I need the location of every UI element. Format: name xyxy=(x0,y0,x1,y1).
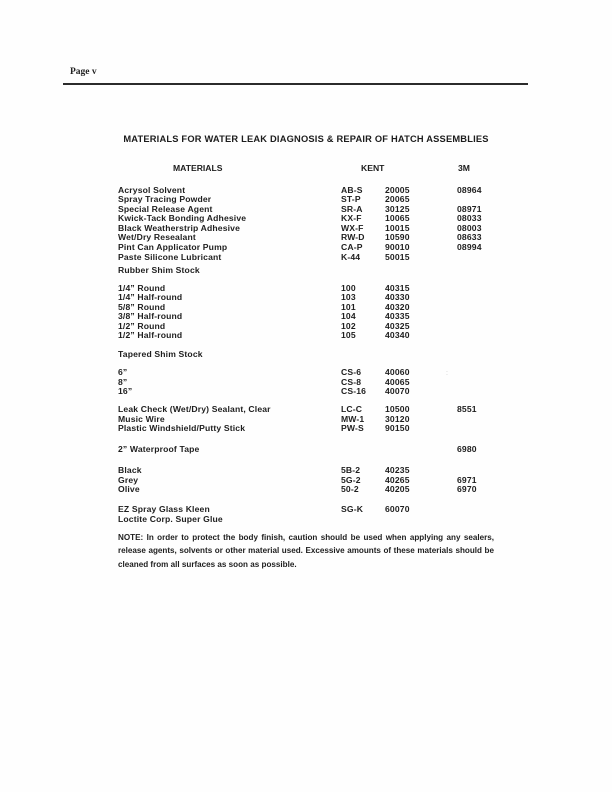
cell-material: Plastic Windshield/Putty Stick xyxy=(118,423,246,434)
cell-kent-number: 40325 xyxy=(385,320,410,331)
cell-3m-number: 8551 xyxy=(457,404,477,414)
cell-kent-number: 30120 xyxy=(385,413,410,424)
cell-material: 5/8” Round xyxy=(118,301,166,312)
cell-kent-code: KX-F xyxy=(341,213,362,224)
cell-3m-number: 6970 xyxy=(457,484,477,495)
table-row xyxy=(118,253,538,263)
cell-kent-number: 20005 xyxy=(385,184,410,195)
cell-kent-number: 90010 xyxy=(385,242,410,253)
cell-3m-number: 08971 xyxy=(457,203,482,214)
cell-kent-number: 40070 xyxy=(385,386,410,397)
table-row-group xyxy=(118,368,538,397)
cell-kent-number: 30125 xyxy=(385,203,410,214)
header-rule xyxy=(63,83,528,85)
cell-kent-code: 105 xyxy=(341,330,356,341)
cell-kent-number: 50015 xyxy=(385,251,410,262)
cell-kent-number: 40265 xyxy=(385,474,410,485)
cell-material: 6” xyxy=(118,367,128,377)
table-row xyxy=(118,485,538,495)
table-row-group xyxy=(118,186,538,263)
note-line: cleaned from all surfaces as soon as possible. xyxy=(118,559,297,569)
cell-material: 1/4” Half-round xyxy=(118,292,183,303)
cell-kent-code: 103 xyxy=(341,292,356,303)
column-header-3m: 3M xyxy=(458,163,470,173)
cell-material: 8” xyxy=(118,376,128,387)
scan-artifact: : xyxy=(446,370,448,377)
cell-kent-number: 10590 xyxy=(385,232,410,243)
cell-kent-code: SG-K xyxy=(341,504,364,514)
table-row xyxy=(118,424,538,434)
cell-material: 3/8” Half-round xyxy=(118,311,183,322)
note-paragraph xyxy=(118,531,494,571)
cell-kent-code: CS-16 xyxy=(341,386,367,397)
cell-material: Wet/Dry Resealant xyxy=(118,232,196,243)
table-row xyxy=(118,368,538,378)
cell-kent-number: 40330 xyxy=(385,292,410,303)
cell-3m-number: 08003 xyxy=(457,222,482,233)
cell-kent-number: 40315 xyxy=(385,282,410,293)
table-row xyxy=(118,387,538,397)
cell-kent-code: 101 xyxy=(341,301,356,312)
cell-kent-code: K-44 xyxy=(341,251,361,262)
cell-kent-code: AB-S xyxy=(341,184,363,195)
cell-kent-code: WX-F xyxy=(341,222,364,233)
section-heading: Tapered Shim Stock xyxy=(118,348,203,359)
cell-kent-number: 20065 xyxy=(385,194,410,205)
cell-material: Pint Can Applicator Pump xyxy=(118,242,228,253)
cell-kent-code: 5G-2 xyxy=(341,474,361,485)
cell-kent-code: MW-1 xyxy=(341,413,365,424)
cell-kent-number: 10015 xyxy=(385,222,410,233)
cell-kent-number: 90150 xyxy=(385,423,410,434)
table-row-group xyxy=(118,405,538,434)
note-line: release agents, solvents or other material used. Excessive amounts of these materials should be xyxy=(118,546,494,556)
cell-material: Leak Check (Wet/Dry) Sealant, Clear xyxy=(118,404,271,414)
table-row xyxy=(118,378,538,388)
cell-kent-number: 40335 xyxy=(385,311,410,322)
column-header-kent: KENT xyxy=(361,163,385,173)
table-row xyxy=(118,312,538,322)
cell-material: 2” Waterproof Tape xyxy=(118,443,200,454)
table-row xyxy=(118,445,538,455)
cell-material: Acrysol Solvent xyxy=(118,184,186,195)
cell-material: 1/2” Round xyxy=(118,320,166,331)
cell-material: Kwick-Tack Bonding Adhesive xyxy=(118,213,247,224)
cell-kent-number: 40235 xyxy=(385,465,410,475)
cell-material: Paste Silicone Lubricant xyxy=(118,251,222,262)
cell-kent-number: 40065 xyxy=(385,376,410,387)
cell-material: 1/2” Half-round xyxy=(118,330,183,341)
cell-kent-number: 40060 xyxy=(385,367,410,377)
cell-material: 1/4” Round xyxy=(118,282,166,293)
table-row xyxy=(118,331,538,341)
cell-material: Black xyxy=(118,465,142,475)
table-row xyxy=(118,515,538,525)
cell-kent-number: 10500 xyxy=(385,404,410,414)
cell-material: Special Release Agent xyxy=(118,203,213,214)
cell-3m-number: 6980 xyxy=(457,443,477,454)
cell-material: Music Wire xyxy=(118,413,165,424)
table-row xyxy=(118,405,538,415)
cell-3m-number: 08964 xyxy=(457,184,482,195)
cell-kent-code: ST-P xyxy=(341,194,361,205)
cell-kent-code: CS-8 xyxy=(341,376,362,387)
cell-material: 16” xyxy=(118,386,133,397)
document-title: MATERIALS FOR WATER LEAK DIAGNOSIS & REPAIR OF HATCH ASSEMBLIES xyxy=(123,134,489,144)
table-row-group xyxy=(118,445,538,455)
cell-kent-code: RW-D xyxy=(341,232,365,243)
cell-kent-code: PW-S xyxy=(341,423,364,434)
cell-kent-number: 40320 xyxy=(385,301,410,312)
cell-3m-number: 08033 xyxy=(457,213,482,224)
cell-material: Black Weatherstrip Adhesive xyxy=(118,222,241,233)
cell-material: Olive xyxy=(118,484,140,495)
cell-kent-code: 102 xyxy=(341,320,356,331)
cell-kent-number: 60070 xyxy=(385,504,410,514)
table-row-group xyxy=(118,466,538,495)
cell-kent-code: CA-P xyxy=(341,242,363,253)
cell-material: EZ Spray Glass Kleen xyxy=(118,504,210,514)
cell-kent-code: 100 xyxy=(341,282,356,293)
cell-kent-number: 40205 xyxy=(385,484,410,495)
cell-3m-number: 08994 xyxy=(457,242,482,253)
cell-kent-code: CS-6 xyxy=(341,367,362,377)
page-number-label: Page v xyxy=(70,67,97,77)
cell-material: Grey xyxy=(118,474,139,485)
table-column-headers xyxy=(0,163,612,174)
section-heading: Rubber Shim Stock xyxy=(118,265,200,275)
table-row-group xyxy=(118,505,538,524)
cell-kent-number: 10065 xyxy=(385,213,410,224)
cell-3m-number: 08633 xyxy=(457,232,482,243)
table-row xyxy=(118,293,538,303)
cell-material: Loctite Corp. Super Glue xyxy=(118,513,223,524)
cell-kent-code: LC-C xyxy=(341,404,363,414)
cell-3m-number: 6971 xyxy=(457,474,477,485)
cell-kent-code: SR-A xyxy=(341,203,363,214)
table-row-group xyxy=(118,284,538,342)
cell-kent-code: 50-2 xyxy=(341,484,359,495)
cell-kent-number: 40340 xyxy=(385,330,410,341)
cell-kent-code: 5B-2 xyxy=(341,465,361,475)
note-line: NOTE: In order to protect the body finish, caution should be used when applying any sealers, xyxy=(118,533,494,542)
column-header-materials: MATERIALS xyxy=(173,163,223,173)
cell-material: Spray Tracing Powder xyxy=(118,194,212,205)
cell-kent-code: 104 xyxy=(341,311,356,322)
